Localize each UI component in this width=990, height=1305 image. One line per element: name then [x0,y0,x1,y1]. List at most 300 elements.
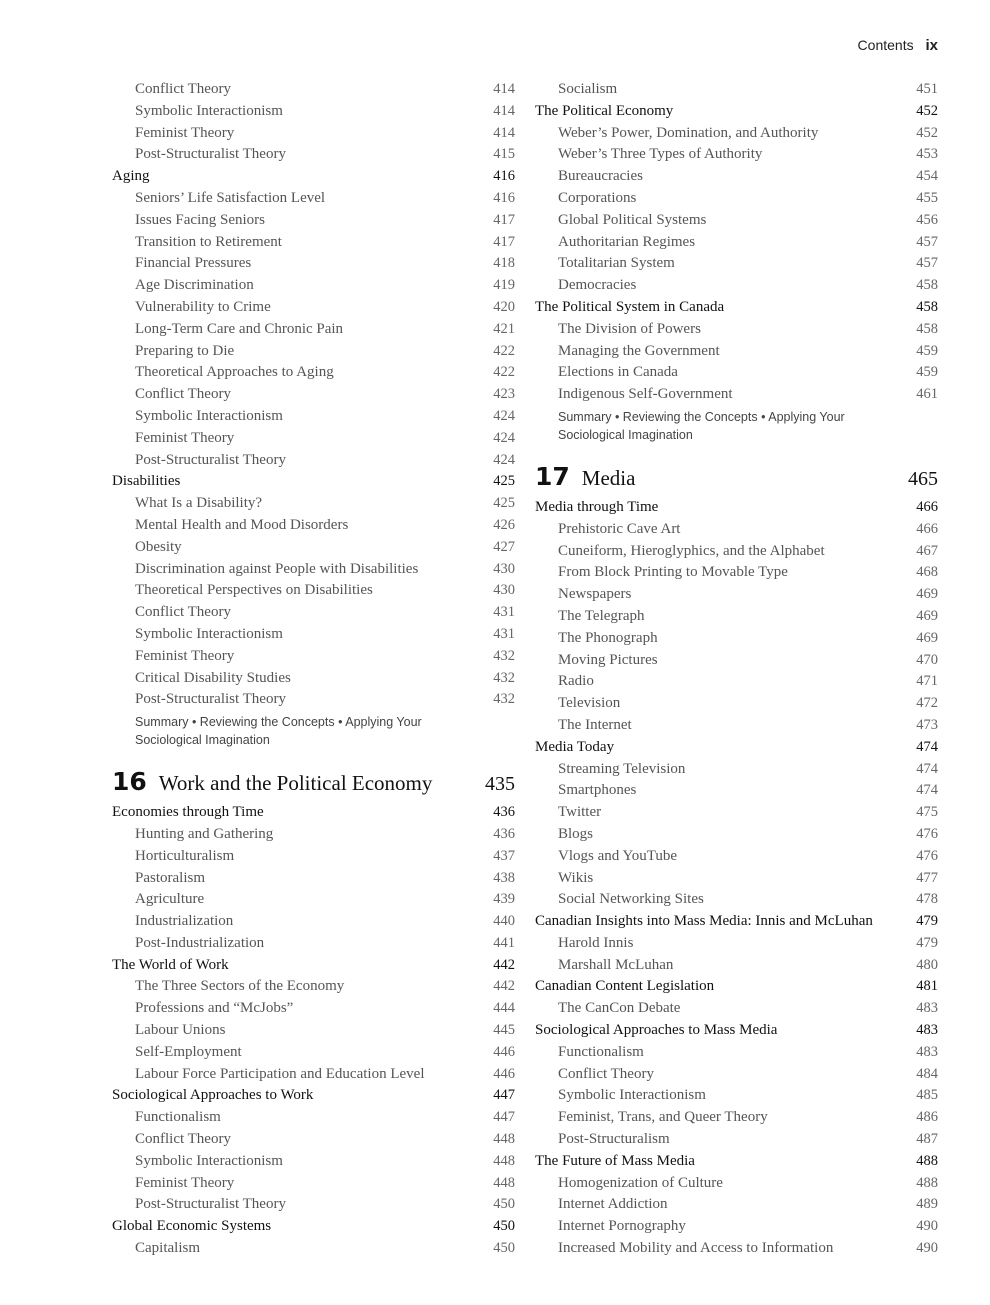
toc-entry-title: Homogenization of Culture [558,1174,723,1191]
toc-entry-page: 436 [493,825,515,842]
toc-entry-title: Functionalism [558,1043,644,1060]
toc-entry-title: From Block Printing to Movable Type [558,564,788,581]
chapter-title: Work and the Political Economy [158,771,433,796]
toc-entry-page: 431 [493,625,515,642]
toc-entry-page: 488 [916,1152,938,1169]
toc-subsection-entry [112,450,515,472]
toc-subsection-entry [535,362,938,384]
chapter-label [535,462,635,491]
toc-subsection-entry [112,232,515,254]
toc-entry-page: 427 [493,538,515,555]
toc-subsection-entry [112,319,515,341]
toc-subsection-entry [535,253,938,275]
toc-section-entry [535,911,938,933]
toc-entry-title: Weber’s Power, Domination, and Authority [558,124,819,141]
toc-entry-page: 447 [493,1109,515,1126]
toc-entry-page: 454 [916,168,938,185]
toc-entry-page: 414 [493,124,515,141]
toc-entry-page: 432 [493,647,515,664]
toc-subsection-entry [535,802,938,824]
toc-entry-page: 425 [493,495,515,512]
toc-subsection-entry [112,1151,515,1173]
toc-section-entry [535,1020,938,1042]
toc-subsection-entry [535,824,938,846]
toc-subsection-entry [112,911,515,933]
toc-entry-page: 451 [916,81,938,97]
toc-entry-title: The Political System in Canada [535,298,725,315]
toc-subsection-entry [112,1107,515,1129]
toc-subsection-entry [535,628,938,650]
toc-subsection-entry [112,559,515,581]
toc-entry-title: The Political Economy [535,102,674,119]
toc-section-entry [112,955,515,977]
toc-entry-page: 469 [916,586,938,603]
toc-subsection-entry [112,188,515,210]
toc-subsection-entry [535,1216,938,1238]
toc-subsection-entry [535,606,938,628]
toc-subsection-entry [535,319,938,341]
toc-subsection-entry [112,889,515,911]
toc-subsection-entry [535,384,938,406]
toc-entry-title: Internet Addiction [558,1196,668,1213]
toc-entry-title: Vlogs and YouTube [558,847,678,864]
toc-entry-page: 442 [493,978,515,995]
toc-entry-page: 485 [916,1087,938,1104]
toc-subsection-entry [535,846,938,868]
toc-subsection-entry [535,693,938,715]
toc-entry-title: Wikis [558,869,594,886]
toc-subsection-entry [535,1064,938,1086]
toc-entry-page: 459 [916,364,938,381]
toc-subsection-entry [112,537,515,559]
toc-subsection-entry [112,646,515,668]
toc-entry-title: Canadian Content Legislation [535,978,715,995]
toc-entry-title: Smartphones [558,782,637,799]
toc-entry-page: 479 [916,913,938,930]
toc-subsection-entry [112,428,515,450]
toc-entry-page: 442 [493,956,515,973]
toc-entry-title: Prehistoric Cave Art [558,520,681,537]
toc-subsection-entry [535,210,938,232]
toc-entry-title: Hunting and Gathering [135,825,274,842]
toc-entry-page: 437 [493,847,515,864]
toc-entry-page: 416 [493,168,515,185]
toc-entry-page: 419 [493,277,515,294]
toc-entry-page: 484 [916,1065,938,1082]
toc-entry-page: 483 [916,1000,938,1017]
toc-subsection-entry [535,1173,938,1195]
toc-entry-title: Democracies [558,277,637,294]
toc-entry-page: 447 [493,1087,515,1104]
toc-entry-page: 445 [493,1022,515,1039]
toc-subsection-entry [112,384,515,406]
toc-entry-page: 418 [493,255,515,272]
toc-entry-title: Transition to Retirement [135,233,282,250]
toc-entry-page: 481 [916,978,938,995]
toc-entry-title: Financial Pressures [135,255,252,272]
toc-entry-page: 470 [916,651,938,668]
toc-section-entry [112,802,515,824]
toc-subsection-entry [112,668,515,690]
running-header-label: Contents [857,37,914,53]
toc-entry-title: Television [558,695,621,712]
chapter-title: Media [581,465,636,490]
toc-entry-title: Indigenous Self-Government [558,386,733,403]
toc-entry-page: 450 [493,1218,515,1235]
toc-section-entry [535,297,938,319]
toc-entry-page: 430 [493,582,515,599]
toc-subsection-entry [112,406,515,428]
toc-entry-page: 424 [493,429,515,446]
toc-entry-title: Critical Disability Studies [135,669,291,686]
toc-entry-title: Streaming Television [558,760,686,777]
toc-entry-title: Radio [558,673,594,690]
toc-subsection-entry [535,868,938,890]
toc-subsection-entry [535,933,938,955]
toc-entry-title: Symbolic Interactionism [558,1087,706,1104]
toc-subsection-entry [112,79,515,101]
toc-entry-page: 421 [493,320,515,337]
toc-subsection-entry [535,166,938,188]
toc-entry-title: Internet Pornography [558,1218,686,1235]
toc-subsection-entry [112,275,515,297]
toc-section-entry [535,101,938,123]
toc-entry-title: Social Networking Sites [558,891,704,908]
toc-subsection-entry [112,101,515,123]
toc-entry-title: The World of Work [112,956,229,973]
toc-entry-page: 446 [493,1043,515,1060]
toc-entry-title: Conflict Theory [135,1131,231,1148]
toc-subsection-entry [112,1194,515,1216]
toc-entry-page: 440 [493,913,515,930]
toc-entry-page: 424 [493,451,515,468]
toc-entry-title: The Phonograph [558,629,658,646]
toc-entry-page: 456 [916,211,938,228]
toc-subsection-entry [535,188,938,210]
toc-entry-page: 432 [493,691,515,708]
toc-entry-title: Feminist Theory [135,429,235,446]
toc-entry-title: Symbolic Interactionism [135,407,283,424]
toc-section-entry [535,1151,938,1173]
toc-entry-title: Bureaucracies [558,168,643,185]
toc-entry-title: Pastoralism [135,869,205,886]
toc-subsection-entry [535,1042,938,1064]
toc-entry-page: 475 [916,804,938,821]
toc-subsection-entry [112,580,515,602]
toc-subsection-entry [535,584,938,606]
toc-subsection-entry [535,650,938,672]
toc-entry-title: Socialism [558,81,618,97]
toc-chapter-heading [535,462,938,491]
toc-entry-title: Moving Pictures [558,651,658,668]
toc-subsection-entry [112,624,515,646]
toc-entry-title: Issues Facing Seniors [135,211,265,228]
toc-entry-page: 478 [916,891,938,908]
toc-entry-page: 458 [916,298,938,315]
toc-entry-title: Conflict Theory [135,81,231,97]
toc-entry-title: What Is a Disability? [135,495,263,512]
toc-subsection-entry [535,232,938,254]
toc-entry-page: 450 [493,1196,515,1213]
toc-entry-page: 436 [493,804,515,821]
toc-subsection-entry [535,759,938,781]
toc-entry-page: 452 [916,124,938,141]
toc-entry-page: 439 [493,891,515,908]
toc-entry-page: 487 [916,1131,938,1148]
toc-entry-title: Elections in Canada [558,364,678,381]
toc-entry-page: 457 [916,255,938,272]
toc-entry-page: 426 [493,516,515,533]
toc-subsection-entry [535,123,938,145]
toc-entry-page: 479 [916,934,938,951]
toc-entry-title: Conflict Theory [135,386,231,403]
toc-entry-title: Industrialization [135,913,234,930]
toc-entry-title: Sociological Approaches to Work [112,1087,314,1104]
toc-entry-title: Cuneiform, Hieroglyphics, and the Alphabet [558,542,825,559]
toc-subsection-entry [535,715,938,737]
toc-entry-page: 476 [916,847,938,864]
toc-subsection-entry [112,297,515,319]
toc-entry-title: Discrimination against People with Disabilities [135,560,419,577]
toc-entry-page: 448 [493,1131,515,1148]
toc-entry-page: 438 [493,869,515,886]
toc-entry-page: 441 [493,934,515,951]
toc-entry-title: The Internet [558,716,632,733]
toc-entry-title: Labour Unions [135,1022,226,1039]
toc-entry-page: 424 [493,407,515,424]
toc-entry-page: 472 [916,695,938,712]
toc-entry-page: 490 [916,1218,938,1235]
toc-entry-page: 490 [916,1240,938,1257]
toc-subsection-entry [535,780,938,802]
toc-entry-title: Vulnerability to Crime [135,298,271,315]
toc-entry-title: Post-Structuralist Theory [135,451,286,468]
toc-entry-page: 459 [916,342,938,359]
toc-subsection-entry [112,515,515,537]
toc-entry-page: 480 [916,956,938,973]
toc-left-column [112,79,515,1260]
toc-entry-title: Media Today [535,738,615,755]
toc-entry-title: Symbolic Interactionism [135,625,283,642]
toc-subsection-entry [112,846,515,868]
toc-section-entry [535,737,938,759]
page-number: ix [925,37,938,54]
toc-subsection-entry [535,1085,938,1107]
toc-entry-title: Marshall McLuhan [558,956,674,973]
toc-entry-title: Symbolic Interactionism [135,102,283,119]
toc-subsection-entry [535,1129,938,1151]
toc-subsection-entry [112,1238,515,1260]
toc-entry-title: Labour Force Participation and Education Level [135,1065,425,1082]
toc-entry-title: Totalitarian System [558,255,675,272]
toc-entry-title: Disabilities [112,473,181,490]
toc-entry-page: 457 [916,233,938,250]
toc-subsection-entry [112,144,515,166]
toc-entry-title: Feminist Theory [135,1174,235,1191]
toc-entry-title: Conflict Theory [135,604,231,621]
toc-subsection-entry [112,493,515,515]
toc-subsection-entry [112,933,515,955]
toc-entry-title: Horticulturalism [135,847,235,864]
toc-entry-page: 417 [493,233,515,250]
toc-entry-page: 469 [916,629,938,646]
running-header [858,37,938,54]
toc-entry-page: 453 [916,146,938,163]
toc-entry-title: Feminist Theory [135,124,235,141]
toc-entry-page: 415 [493,146,515,163]
chapter-number: 16 [112,767,147,797]
toc-entry-page: 489 [916,1196,938,1213]
toc-subsection-entry [112,689,515,711]
toc-subsection-entry [535,144,938,166]
toc-entry-page: 474 [916,760,938,777]
toc-subsection-entry [535,275,938,297]
toc-subsection-entry [112,210,515,232]
toc-subsection-entry [535,341,938,363]
toc-subsection-entry [112,1042,515,1064]
toc-subsection-entry [112,602,515,624]
toc-entry-title: Mental Health and Mood Disorders [135,516,349,533]
toc-entry-page: 422 [493,342,515,359]
toc-entry-title: Sociological Approaches to Mass Media [535,1022,778,1039]
toc-entry-page: 469 [916,607,938,624]
toc-entry-page: 458 [916,320,938,337]
toc-entry-title: Authoritarian Regimes [558,233,696,250]
toc-entry-page: 466 [916,520,938,537]
toc-entry-page: 452 [916,102,938,119]
toc-subsection-entry [535,889,938,911]
toc-section-entry [112,166,515,188]
toc-entry-page: 458 [916,277,938,294]
toc-entry-page: 477 [916,869,938,886]
toc-entry-title: Post-Structuralist Theory [135,146,286,163]
toc-subsection-entry [112,341,515,363]
toc-subsection-entry [535,541,938,563]
toc-entry-title: Self-Employment [135,1043,242,1060]
toc-entry-title: Preparing to Die [135,342,235,359]
toc-entry-title: The Division of Powers [558,320,701,337]
toc-subsection-entry [535,1107,938,1129]
toc-subsection-entry [535,562,938,584]
toc-section-entry [535,497,938,519]
toc-entry-page: 417 [493,211,515,228]
toc-entry-page: 448 [493,1174,515,1191]
toc-entry-page: 448 [493,1152,515,1169]
toc-entry-page: 444 [493,1000,515,1017]
toc-entry-title: Feminist Theory [135,647,235,664]
toc-chapter-endmatter: Summary • Reviewing the Concepts • Applying Your Sociological Imagination [135,715,422,748]
toc-entry-page: 466 [916,498,938,515]
toc-entry-title: Symbolic Interactionism [135,1152,283,1169]
toc-entry-title: Managing the Government [558,342,720,359]
toc-subsection-entry [112,1020,515,1042]
toc-entry-title: The CanCon Debate [558,1000,681,1017]
toc-subsection-entry [112,253,515,275]
toc-entry-title: Weber’s Three Types of Authority [558,146,763,163]
toc-entry-title: The Three Sectors of the Economy [135,978,345,995]
toc-entry-page: 420 [493,298,515,315]
toc-entry-title: Functionalism [135,1109,221,1126]
chapter-page: 435 [485,773,515,796]
toc-entry-title: Harold Innis [558,934,634,951]
toc-entry-page: 425 [493,473,515,490]
toc-subsection-entry [112,824,515,846]
toc-chapter-heading [112,767,515,796]
toc-subsection-entry [535,671,938,693]
toc-subsection-entry [112,998,515,1020]
toc-entry-title: Feminist, Trans, and Queer Theory [558,1109,768,1126]
toc-entry-title: Conflict Theory [558,1065,654,1082]
toc-entry-page: 473 [916,716,938,733]
toc-entry-page: 432 [493,669,515,686]
toc-subsection-entry [535,519,938,541]
toc-entry-page: 422 [493,364,515,381]
toc-entry-title: Post-Structuralist Theory [135,1196,286,1213]
toc-entry-page: 483 [916,1022,938,1039]
toc-entry-title: Theoretical Approaches to Aging [135,364,334,381]
toc-subsection-entry [535,79,938,101]
toc-subsection-entry [535,955,938,977]
toc-entry-title: The Future of Mass Media [535,1152,695,1169]
toc-entry-title: Post-Industrialization [135,934,265,951]
toc-subsection-entry [112,868,515,890]
toc-entry-title: Theoretical Perspectives on Disabilities [135,582,373,599]
toc-entry-title: Corporations [558,189,637,206]
toc-entry-page: 446 [493,1065,515,1082]
toc-entry-title: Media through Time [535,498,659,515]
toc-subsection-entry [535,1238,938,1260]
toc-entry-page: 423 [493,386,515,403]
toc-right-column [535,79,938,1260]
toc-entry-page: 431 [493,604,515,621]
toc-entry-title: Capitalism [135,1240,200,1257]
toc-entry-title: Blogs [558,825,594,842]
chapter-page: 465 [908,467,938,490]
toc-section-entry [535,976,938,998]
toc-subsection-entry [112,362,515,384]
toc-entry-page: 474 [916,738,938,755]
toc-entry-title: Long-Term Care and Chronic Pain [135,320,344,337]
toc-entry-title: Age Discrimination [135,277,254,294]
toc-entry-title: Obesity [135,538,182,555]
toc-subsection-entry [112,976,515,998]
toc-entry-title: Post-Structuralism [558,1131,670,1148]
toc-subsection-entry [112,1129,515,1151]
toc-entry-title: Aging [112,168,150,185]
toc-entry-page: 455 [916,189,938,206]
toc-entry-title: Professions and “McJobs” [135,1000,294,1017]
toc-section-entry [112,1216,515,1238]
toc-entry-page: 476 [916,825,938,842]
toc-entry-title: Canadian Insights into Mass Media: Innis and McLuhan [535,913,873,930]
toc-entry-title: Twitter [558,804,602,821]
toc-entry-page: 486 [916,1109,938,1126]
toc-section-entry [112,1085,515,1107]
toc-entry-page: 414 [493,102,515,119]
toc-subsection-entry [112,1173,515,1195]
toc-entry-page: 468 [916,564,938,581]
toc-entry-page: 450 [493,1240,515,1257]
toc-entry-title: The Telegraph [558,607,645,624]
toc-entry-title: Global Economic Systems [112,1218,272,1235]
toc-entry-page: 430 [493,560,515,577]
toc-entry-page: 461 [916,386,938,403]
toc-entry-page: 414 [493,81,515,97]
toc-entry-title: Economies through Time [112,804,264,821]
toc-entry-page: 467 [916,542,938,559]
toc-chapter-endmatter: Summary • Reviewing the Concepts • Applying Your Sociological Imagination [558,409,845,442]
toc-section-entry [112,471,515,493]
